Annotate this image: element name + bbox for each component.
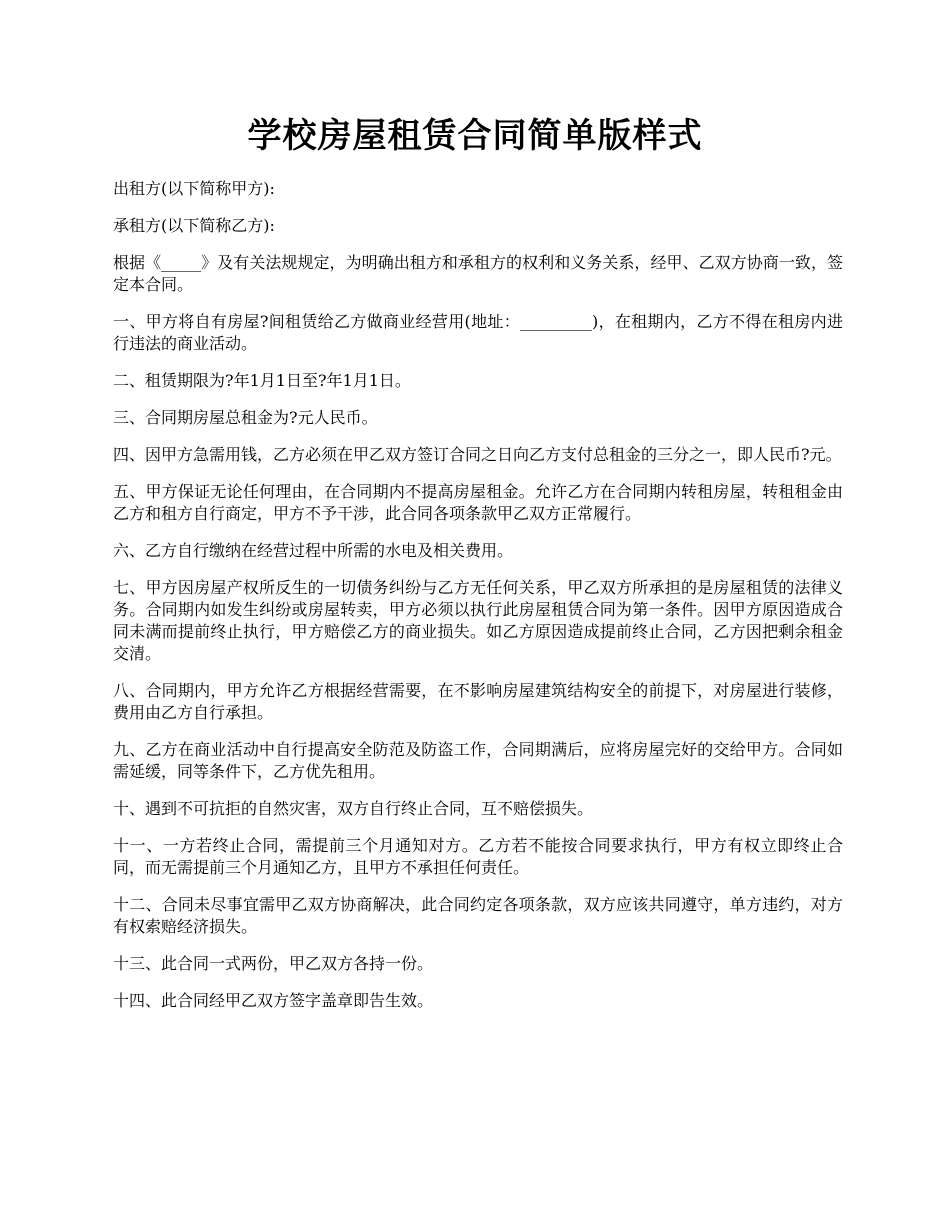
party-a-line: 出租方(以下简称甲方):: [113, 179, 275, 198]
clause-11: 十一、一方若终止合同，需提前三个月通知对方。乙方若不能按合同要求执行，甲方有权立即终止合同，而无需提前三个月通知乙方，且甲方不承担任何责任。: [113, 836, 843, 877]
clause-5: 五、甲方保证无论任何理由，在合同期内不提高房屋租金。允许乙方在合同期内转租房屋，转租租金由乙方和租方自行商定，甲方不予干涉，此合同各项条款甲乙双方正常履行。: [113, 482, 843, 523]
clause-8: 八、合同期内，甲方允许乙方根据经营需要，在不影响房屋建筑结构安全的前提下，对房屋进行装修，费用由乙方自行承担。: [113, 681, 843, 722]
preamble-paragraph: 根据《_____》及有关法规规定，为明确出租方和承租方的权利和义务关系，经甲、乙双方协商一致，签定本合同。: [113, 253, 843, 294]
clause-9: 九、乙方在商业活动中自行提高安全防范及防盗工作，合同期满后，应将房屋完好的交给甲方。合同如需延缓，同等条件下，乙方优先租用。: [113, 740, 843, 781]
clause-14: 十四、此合同经甲乙双方签字盖章即告生效。: [113, 991, 434, 1010]
clause-1: 一、甲方将自有房屋?间租赁给乙方做商业经营用(地址：_________)，在租期内，乙方不得在租房内进行违法的商业活动。: [113, 312, 843, 353]
document-title: 学校房屋租赁合同简单版样式: [247, 116, 703, 156]
clause-7: 七、甲方因房屋产权所反生的一切债务纠纷与乙方无任何关系，甲乙双方所承担的是房屋租赁的法律义务。合同期内如发生纠纷或房屋转卖，甲方必须以执行此房屋租赁合同为第一条件。因甲方原因造成合同未满而提前终止执行，甲方赔偿乙方的商业损失。如乙方原因造成提前终止合同，乙方因把剩余租金交清。: [113, 578, 843, 663]
clause-10: 十、遇到不可抗拒的自然灾害，双方自行终止合同，互不赔偿损失。: [113, 799, 594, 818]
clause-4: 四、因甲方急需用钱，乙方必须在甲乙双方签订合同之日向乙方支付总租金的三分之一，即人民币?元。: [113, 445, 842, 464]
document-body: [113, 178, 843, 1027]
clause-12: 十二、合同未尽事宜需甲乙双方协商解决，此合同约定各项条款，双方应该共同遵守，单方违约，对方有权索赔经济损失。: [113, 895, 843, 936]
clause-3: 三、合同期房屋总租金为?元人民币。: [113, 408, 378, 427]
clause-2: 二、租赁期限为?年1月1日至?年1月1日。: [113, 371, 411, 390]
clause-13: 十三、此合同一式两份，甲乙双方各持一份。: [113, 954, 434, 973]
party-b-line: 承租方(以下简称乙方):: [113, 216, 275, 235]
clause-6: 六、乙方自行缴纳在经营过程中所需的水电及相关费用。: [113, 541, 514, 560]
